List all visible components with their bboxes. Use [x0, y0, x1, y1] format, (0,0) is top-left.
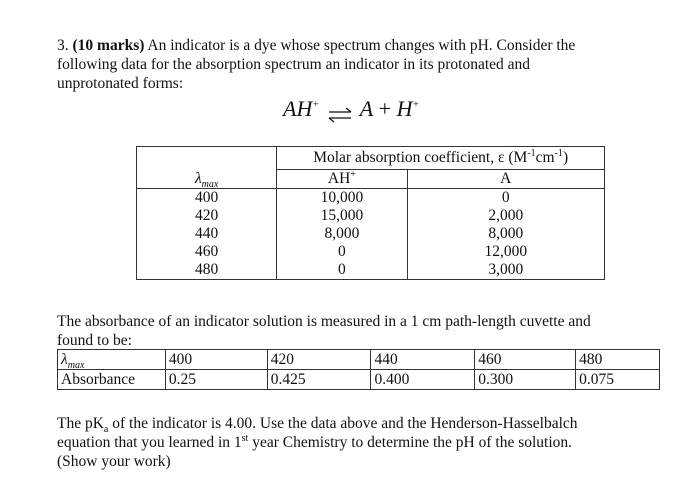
ah-label: AH [327, 170, 351, 187]
table2-absorbance-cell: 0.425 [267, 370, 371, 390]
lambda-symbol: λ [61, 350, 68, 368]
table-row [137, 207, 605, 225]
table2-absorbance-cell: 0.075 [576, 370, 660, 390]
table1-lambda-cell: 460 [137, 243, 277, 261]
lambda-symbol: λ [194, 169, 202, 187]
table1-lambda-cell: 440 [137, 225, 277, 243]
table2-wavelength-cell: 420 [267, 350, 371, 370]
intro-line-2: following data for the absorption spectrum an indicator in its protonated and [57, 56, 531, 73]
table1-lambda-cell: 400 [137, 189, 277, 208]
table1-ah-header [277, 170, 407, 189]
closing-line-2 [57, 433, 667, 452]
header-text: Molar absorption coefficient, ε (M [313, 149, 528, 166]
absorbance-table [57, 349, 660, 390]
table1-lambda-cell: 480 [137, 261, 277, 280]
table2-absorbance-cell: 0.25 [165, 370, 267, 390]
table1-a-cell: 2,000 [407, 207, 604, 225]
eq-product-a: A [359, 96, 374, 121]
eq-reactant: AH [283, 96, 313, 121]
lambda-sub: max [201, 178, 219, 190]
eq-plus: + [373, 96, 397, 121]
closing-line-2-a: equation that you learned in 1 [57, 434, 242, 451]
header-mid: cm [535, 149, 555, 166]
table-row [137, 261, 605, 280]
table1-ah-cell: 10,000 [277, 189, 407, 208]
question-marks: (10 marks) [72, 37, 145, 54]
closing-line-2-b: year Chemistry to determine the pH of the solution. [248, 434, 573, 451]
table1-a-cell: 12,000 [407, 243, 604, 261]
table2-wavelength-cell: 440 [371, 350, 475, 370]
header-exp2: -1 [554, 147, 563, 159]
closing-line-1-b: of the indicator is 4.00. Use the data above and the Henderson-Hasselbalch [108, 415, 578, 432]
table1-a-header: A [407, 170, 604, 189]
eq-reactant-charge: + [312, 99, 320, 111]
intro-line-1 [57, 36, 657, 55]
table1-ah-cell: 8,000 [277, 225, 407, 243]
table2-wavelength-row [58, 350, 660, 370]
header-end: ) [562, 149, 569, 166]
table1-lambda-cell: 420 [137, 207, 277, 225]
table2-wavelength-cell: 460 [475, 350, 576, 370]
table-row [137, 225, 605, 243]
table-row [137, 243, 605, 261]
pka-sub: a [103, 424, 109, 436]
measurement-line-1: The absorbance of an indicator solution is measured in a 1 cm path-length cuvette and [57, 313, 591, 330]
table1-header-row [137, 147, 605, 170]
table2-lambda-label [58, 350, 166, 370]
ah-sup: + [350, 168, 356, 180]
equilibrium-equation [283, 96, 419, 122]
closing-line-1-a: The pK [57, 415, 104, 432]
eq-product-h: H [396, 96, 413, 121]
closing-text [57, 414, 667, 471]
question-intro [57, 36, 657, 93]
eq-product-h-charge: + [412, 99, 420, 111]
closing-line-1 [57, 414, 667, 436]
table-row [137, 189, 605, 208]
table1-a-cell: 8,000 [407, 225, 604, 243]
measurement-text [57, 312, 667, 350]
header-exp1: -1 [527, 147, 536, 159]
table2-wavelength-cell: 400 [165, 350, 267, 370]
table1-ah-cell: 0 [277, 261, 407, 280]
table1-a-cell: 3,000 [407, 261, 604, 280]
question-number: 3. [57, 37, 69, 54]
table2-absorbance-label: Absorbance [58, 370, 166, 390]
table2-absorbance-row [58, 370, 660, 390]
table1-ah-cell: 0 [277, 243, 407, 261]
table1-lambda-header [137, 170, 277, 189]
closing-line-3: (Show your work) [57, 453, 171, 470]
measurement-line-2: found to be: [57, 332, 132, 349]
table1-column-row [137, 170, 605, 189]
table2-absorbance-cell: 0.300 [475, 370, 576, 390]
table1-ah-cell: 15,000 [277, 207, 407, 225]
intro-line-1-text: An indicator is a dye whose spectrum changes with pH. Consider the [144, 37, 576, 54]
table1-empty-header [137, 147, 277, 170]
table1-a-cell: 0 [407, 189, 604, 208]
equilibrium-arrows-icon [327, 103, 353, 119]
table1-main-header [277, 147, 605, 170]
ordinal-sup: st [241, 432, 249, 444]
intro-line-3: unprotonated forms: [57, 75, 184, 92]
absorption-coefficient-table [136, 146, 605, 280]
table2-wavelength-cell: 480 [576, 350, 660, 370]
table2-absorbance-cell: 0.400 [371, 370, 475, 390]
lambda-sub: max [67, 359, 85, 371]
